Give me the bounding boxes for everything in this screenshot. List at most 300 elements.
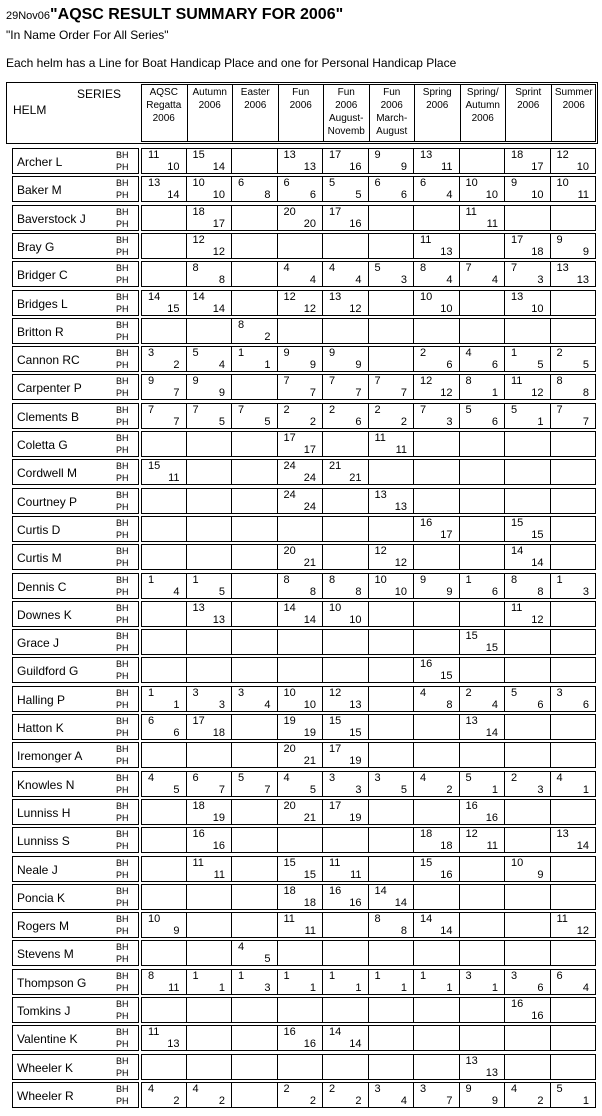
result-cell: [278, 1082, 324, 1108]
personal-handicap-place: 6: [491, 585, 498, 598]
result-cell: [460, 290, 506, 316]
result-cell: [278, 771, 324, 797]
personal-handicap-place: 5: [173, 783, 180, 796]
boat-handicap-place: 20: [283, 545, 296, 558]
ph-label: PH: [116, 473, 129, 484]
helm-name: Poncia K: [17, 890, 66, 905]
boat-handicap-place: 8: [238, 318, 245, 331]
result-cell: [414, 290, 460, 316]
result-cell: [141, 403, 187, 429]
result-cell: [505, 488, 551, 514]
helm-name: Cordwell M: [17, 466, 78, 481]
result-cell: [187, 573, 233, 599]
personal-handicap-place: 13: [394, 500, 407, 513]
result-cell: [141, 1082, 187, 1108]
result-cell: [460, 1082, 506, 1108]
result-cell: [232, 403, 278, 429]
result-cell: [141, 374, 187, 400]
result-cell: [505, 459, 551, 485]
table-row: [12, 629, 598, 657]
personal-handicap-place: 2: [355, 1094, 362, 1107]
result-cell: [232, 714, 278, 740]
personal-handicap-place: 2: [173, 1094, 180, 1107]
boat-handicap-place: 5: [329, 177, 336, 190]
boat-handicap-place: 1: [148, 686, 155, 699]
boat-handicap-place: 3: [192, 686, 199, 699]
result-cell: [232, 261, 278, 287]
boat-handicap-place: 14: [511, 545, 524, 558]
result-cell: [141, 657, 187, 683]
result-cell: [278, 1025, 324, 1051]
boat-handicap-place: 16: [192, 828, 205, 841]
personal-handicap-place: 17: [531, 161, 544, 173]
boat-handicap-place: 11: [148, 1026, 160, 1039]
personal-handicap-place: 3: [355, 783, 362, 796]
table-row: [12, 573, 598, 601]
result-cell: [505, 1025, 551, 1051]
boat-handicap-place: 9: [283, 347, 290, 360]
result-cell: [323, 148, 369, 174]
result-cell: [460, 912, 506, 938]
result-cell: [141, 856, 187, 882]
personal-handicap-place: 3: [446, 415, 453, 428]
result-cell: [141, 1025, 187, 1051]
boat-handicap-place: 1: [420, 969, 427, 982]
result-cell: [278, 459, 324, 485]
bh-label: BH: [116, 433, 129, 443]
boat-handicap-place: 1: [556, 573, 563, 586]
result-cell: [369, 318, 415, 344]
helm-name: Courtney P: [17, 494, 78, 509]
ph-label: PH: [116, 275, 129, 286]
boat-handicap-place: 18: [192, 205, 205, 218]
personal-handicap-place: 1: [491, 981, 498, 994]
result-cell: [187, 318, 233, 344]
helm-cell: [12, 290, 139, 316]
result-cell: [323, 516, 369, 542]
boat-handicap-place: 8: [374, 913, 381, 926]
result-cell: [369, 827, 415, 853]
result-cell: [369, 488, 415, 514]
boat-handicap-place: 4: [283, 262, 290, 275]
result-cell: [187, 629, 233, 655]
result-cell: [505, 742, 551, 768]
helm-name: Rogers M: [17, 919, 70, 934]
bh-label: BH: [116, 659, 129, 670]
personal-handicap-place: 11: [395, 444, 407, 456]
series-column-header-line: Fun: [337, 87, 355, 98]
boat-handicap-place: 1: [283, 969, 290, 982]
personal-handicap-place: 1: [400, 981, 407, 994]
result-cell: [551, 969, 597, 995]
result-cell: [187, 657, 233, 683]
bh-label: BH: [116, 546, 129, 557]
result-cell: [278, 1054, 324, 1080]
result-cell: [323, 488, 369, 514]
result-cell: [232, 488, 278, 514]
boat-handicap-place: 20: [283, 799, 296, 812]
personal-handicap-place: 19: [349, 755, 362, 768]
result-cell: [278, 544, 324, 570]
series-column-header-line: AQSC: [149, 87, 178, 98]
helm-cell: [12, 403, 139, 429]
result-cell: [551, 205, 597, 231]
personal-handicap-place: 1: [582, 783, 589, 796]
helm-cell: [12, 1082, 139, 1108]
result-cell: [187, 346, 233, 372]
personal-handicap-place: 11: [350, 868, 362, 881]
result-cell: [551, 657, 597, 683]
result-cell: [187, 742, 233, 768]
result-cell: [232, 856, 278, 882]
personal-handicap-place: 10: [394, 585, 407, 598]
result-cell: [141, 714, 187, 740]
helm-name: Curtis M: [17, 551, 62, 566]
personal-handicap-place: 9: [173, 925, 180, 938]
result-cell: [414, 233, 460, 259]
personal-handicap-place: 13: [167, 1038, 180, 1051]
result-cell: [414, 459, 460, 485]
ph-label: PH: [116, 501, 129, 512]
series-column-header-line: 2006: [335, 100, 358, 111]
boat-handicap-place: 3: [556, 686, 563, 699]
boat-handicap-place: 18: [192, 799, 205, 812]
bh-label: BH: [116, 772, 129, 783]
result-cell: [323, 686, 369, 712]
personal-handicap-place: 13: [349, 698, 362, 711]
table-row: [12, 459, 598, 487]
result-cell: [460, 629, 506, 655]
bh-label: BH: [116, 716, 129, 726]
boat-handicap-place: 4: [511, 1082, 518, 1095]
personal-handicap-place: 5: [218, 585, 225, 598]
result-cell: [232, 884, 278, 910]
boat-handicap-place: 7: [329, 375, 336, 388]
personal-handicap-place: 5: [309, 783, 316, 796]
result-cell: [278, 856, 324, 882]
result-cell: [369, 459, 415, 485]
personal-handicap-place: 7: [446, 1094, 453, 1107]
boat-handicap-place: 6: [192, 771, 199, 784]
helm-cell: [12, 601, 139, 627]
personal-handicap-place: 6: [537, 981, 544, 994]
personal-handicap-place: 17: [212, 217, 225, 230]
boat-handicap-place: 24: [283, 488, 296, 501]
personal-handicap-place: 6: [446, 359, 453, 372]
boat-handicap-place: 2: [283, 1082, 290, 1095]
boat-handicap-place: 14: [420, 913, 433, 926]
result-cell: [369, 205, 415, 231]
personal-handicap-place: 16: [349, 161, 362, 173]
series-column-header: [278, 84, 324, 142]
boat-handicap-place: 18: [420, 828, 433, 841]
personal-handicap-place: 14: [394, 896, 407, 909]
boat-handicap-place: 20: [283, 205, 296, 218]
ph-label: PH: [116, 558, 129, 569]
boat-handicap-place: 7: [511, 262, 518, 275]
boat-handicap-place: 10: [192, 177, 205, 190]
result-cell: [232, 686, 278, 712]
personal-handicap-place: 9: [537, 868, 544, 881]
result-cell: [187, 969, 233, 995]
ph-label: PH: [116, 869, 129, 880]
personal-handicap-place: 1: [218, 981, 225, 994]
result-cell: [551, 884, 597, 910]
boat-handicap-place: 6: [283, 177, 290, 190]
result-cell: [278, 657, 324, 683]
boat-handicap-place: 4: [420, 686, 427, 699]
series-column-header-line: 2006: [152, 113, 175, 124]
personal-handicap-place: 13: [440, 245, 453, 258]
result-cell: [232, 459, 278, 485]
helm-name: Lunniss H: [17, 805, 71, 820]
bh-label: BH: [116, 1083, 129, 1094]
bh-label: BH: [116, 857, 129, 868]
result-cell: [141, 459, 187, 485]
result-cell: [414, 261, 460, 287]
result-cell: [323, 1054, 369, 1080]
boat-handicap-place: 6: [374, 177, 381, 190]
series-column-header-line: August-: [329, 113, 364, 124]
report-title: "AQSC RESULT SUMMARY FOR 2006": [50, 6, 344, 23]
result-cell: [141, 205, 187, 231]
bh-label: BH: [116, 348, 129, 359]
boat-handicap-place: 1: [329, 969, 336, 982]
result-cell: [505, 431, 551, 457]
result-cell: [505, 686, 551, 712]
series-column-header-line: Summer: [554, 87, 593, 98]
boat-handicap-place: 5: [192, 347, 199, 360]
result-cell: [551, 771, 597, 797]
result-cell: [414, 318, 460, 344]
helm-name: Halling P: [17, 692, 66, 707]
ph-label: PH: [116, 445, 129, 455]
series-column-header-line: Autumn: [192, 87, 227, 98]
result-cell: [369, 1025, 415, 1051]
result-cell: [414, 544, 460, 570]
result-cell: [414, 1054, 460, 1080]
personal-handicap-place: 4: [309, 274, 316, 287]
helm-cell: [12, 176, 139, 202]
personal-handicap-place: 12: [440, 387, 453, 400]
personal-handicap-place: 5: [264, 415, 271, 428]
personal-handicap-place: 16: [349, 217, 362, 230]
result-cell: [551, 940, 597, 966]
personal-handicap-place: 12: [212, 245, 225, 258]
boat-handicap-place: 13: [465, 715, 478, 727]
boat-handicap-place: 3: [329, 771, 336, 784]
boat-handicap-place: 12: [283, 290, 296, 303]
personal-handicap-place: 12: [303, 302, 316, 315]
result-cell: [460, 1025, 506, 1051]
result-cell: [414, 742, 460, 768]
ph-label: PH: [116, 841, 129, 852]
helm-cell: [12, 940, 139, 966]
result-cell: [505, 516, 551, 542]
result-cell: [414, 488, 460, 514]
personal-handicap-place: 1: [491, 387, 498, 400]
helm-cell: [12, 884, 139, 910]
result-cell: [232, 997, 278, 1023]
series-column-header-line: 2006: [289, 100, 312, 111]
boat-handicap-place: 6: [238, 177, 245, 190]
result-cell: [505, 374, 551, 400]
result-cell: [278, 884, 324, 910]
boat-handicap-place: 4: [465, 347, 472, 360]
boat-handicap-place: 8: [148, 969, 155, 982]
boat-handicap-place: 3: [420, 1082, 427, 1095]
boat-handicap-place: 12: [192, 233, 205, 246]
helm-cell: [12, 346, 139, 372]
result-cell: [141, 629, 187, 655]
boat-handicap-place: 3: [511, 969, 518, 982]
table-row: [12, 827, 598, 855]
helm-cell: [12, 488, 139, 514]
ph-label: PH: [116, 982, 129, 993]
boat-handicap-place: 11: [329, 856, 341, 869]
result-cell: [141, 346, 187, 372]
helm-cell: [12, 431, 139, 457]
boat-handicap-place: 13: [283, 149, 296, 161]
result-cell: [505, 940, 551, 966]
boat-handicap-place: 8: [329, 573, 336, 586]
personal-handicap-place: 10: [349, 613, 362, 626]
result-cell: [141, 261, 187, 287]
boat-handicap-place: 13: [465, 1054, 478, 1067]
boat-handicap-place: 6: [556, 969, 563, 982]
personal-handicap-place: 7: [355, 387, 362, 400]
result-cell: [460, 176, 506, 202]
result-cell: [414, 884, 460, 910]
result-cell: [187, 940, 233, 966]
ph-label: PH: [116, 728, 129, 738]
result-cell: [323, 205, 369, 231]
personal-handicap-place: 14: [167, 189, 180, 202]
bh-label: BH: [116, 602, 129, 613]
result-cell: [369, 1082, 415, 1108]
helm-label: HELM: [13, 103, 47, 117]
personal-handicap-place: 9: [218, 387, 225, 400]
boat-handicap-place: 9: [420, 573, 427, 586]
result-cell: [460, 148, 506, 174]
helm-name: Curtis D: [17, 522, 61, 537]
series-column-header-line: 2006: [562, 100, 585, 111]
result-cell: [187, 374, 233, 400]
result-cell: [551, 233, 597, 259]
bh-label: BH: [116, 999, 129, 1009]
ph-label: PH: [116, 190, 129, 201]
series-column-header-line: March-: [376, 113, 408, 124]
result-cell: [551, 856, 597, 882]
result-cell: [278, 403, 324, 429]
boat-handicap-place: 11: [192, 856, 204, 869]
table-row: [12, 912, 598, 940]
result-cell: [414, 997, 460, 1023]
helm-name: Coletta G: [17, 438, 68, 452]
result-cell: [505, 233, 551, 259]
result-cell: [141, 176, 187, 202]
personal-handicap-place: 20: [303, 217, 316, 230]
result-cell: [369, 148, 415, 174]
result-cell: [551, 686, 597, 712]
result-cell: [278, 601, 324, 627]
result-cell: [278, 148, 324, 174]
personal-handicap-place: 19: [303, 727, 316, 739]
boat-handicap-place: 7: [283, 375, 290, 388]
result-cell: [323, 233, 369, 259]
result-cell: [141, 1054, 187, 1080]
result-cell: [232, 346, 278, 372]
personal-handicap-place: 19: [349, 811, 362, 824]
result-cell: [414, 771, 460, 797]
ph-label: PH: [116, 699, 129, 710]
result-cell: [460, 1054, 506, 1080]
helm-cell: [12, 459, 139, 485]
personal-handicap-place: 1: [537, 415, 544, 428]
boat-handicap-place: 10: [148, 913, 161, 926]
result-cell: [414, 403, 460, 429]
personal-handicap-place: 11: [577, 189, 589, 202]
result-cell: [278, 742, 324, 768]
result-cell: [505, 657, 551, 683]
personal-handicap-place: 5: [582, 359, 589, 372]
result-cell: [369, 544, 415, 570]
boat-handicap-place: 10: [420, 290, 433, 303]
boat-handicap-place: 2: [556, 347, 563, 360]
personal-handicap-place: 9: [309, 359, 316, 372]
result-cell: [369, 940, 415, 966]
personal-handicap-place: 15: [303, 868, 316, 881]
table-row: [12, 771, 598, 799]
helm-name: Hatton K: [17, 721, 64, 735]
result-cell: [232, 290, 278, 316]
helm-cell: [12, 742, 139, 768]
personal-handicap-place: 1: [309, 981, 316, 994]
result-cell: [232, 771, 278, 797]
series-column-header: [460, 84, 506, 142]
result-cell: [278, 686, 324, 712]
boat-handicap-place: 7: [238, 403, 245, 416]
result-cell: [187, 290, 233, 316]
result-cell: [369, 657, 415, 683]
personal-handicap-place: 12: [531, 613, 544, 626]
series-column-header: [323, 84, 369, 142]
result-cell: [551, 403, 597, 429]
boat-handicap-place: 13: [192, 601, 205, 614]
result-cell: [278, 629, 324, 655]
boat-handicap-place: 14: [148, 290, 161, 303]
result-cell: [187, 459, 233, 485]
boat-handicap-place: 8: [556, 375, 563, 388]
result-cell: [323, 318, 369, 344]
result-cell: [414, 516, 460, 542]
result-cell: [278, 516, 324, 542]
bh-label: BH: [116, 150, 129, 160]
bh-label: BH: [116, 744, 129, 755]
personal-handicap-place: 7: [264, 783, 271, 796]
ph-label: PH: [116, 586, 129, 597]
series-column-header-line: Easter: [240, 87, 270, 98]
result-cell: [369, 629, 415, 655]
result-cell: [460, 657, 506, 683]
helm-name: Wheeler K: [17, 1060, 74, 1075]
boat-handicap-place: 2: [329, 403, 336, 416]
personal-handicap-place: 10: [531, 189, 544, 202]
personal-handicap-place: 10: [576, 161, 589, 173]
ph-label: PH: [116, 388, 129, 399]
personal-handicap-place: 14: [349, 1038, 362, 1051]
boat-handicap-place: 13: [148, 177, 161, 190]
